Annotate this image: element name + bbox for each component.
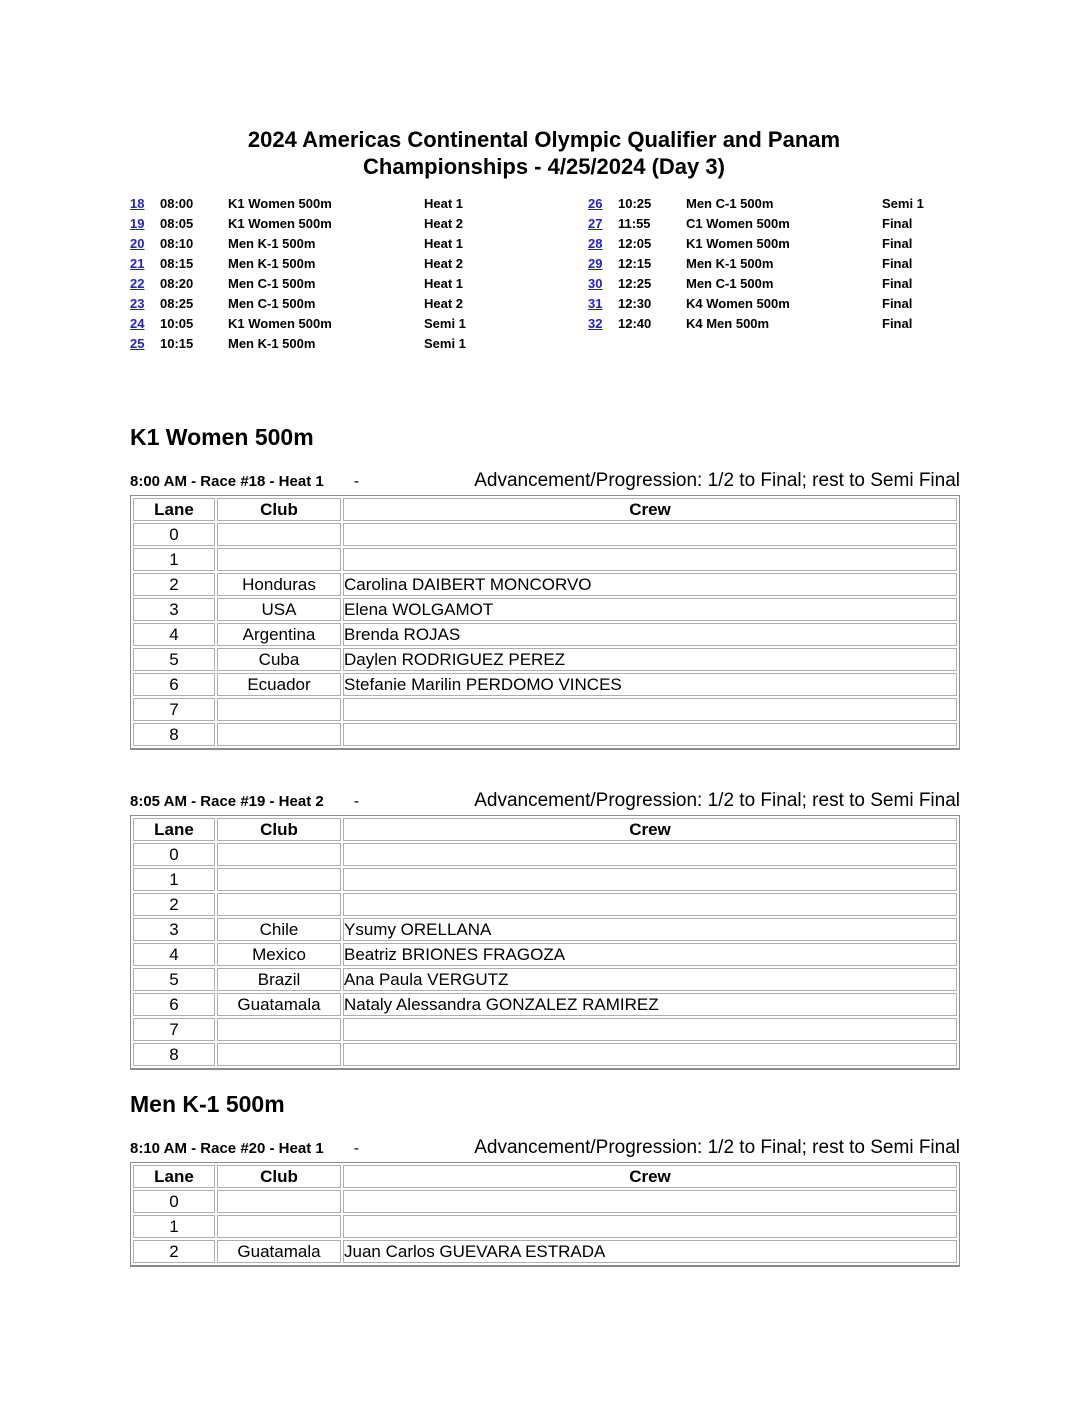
race-stage: Heat 2 [424,256,464,271]
race-number-link[interactable]: 24 [130,316,145,331]
race-stage: Semi 1 [424,316,466,331]
crew-cell [343,868,957,891]
club-cell [217,723,341,746]
race-block [130,470,960,750]
crew-cell: Nataly Alessandra GONZALEZ RAMIREZ [343,993,957,1016]
race-time-heat-label: 8:10 AM - Race #20 - Heat 1 [130,1140,324,1157]
race-number-link[interactable]: 23 [130,296,145,311]
section-heading: Men K-1 500m [130,1091,285,1117]
crew-cell [343,523,957,546]
table-row [133,1240,957,1263]
race-stage: Final [882,256,913,271]
club-cell [217,548,341,571]
race-event: Men K-1 500m [228,336,316,351]
lane-cell: 8 [133,1043,215,1066]
race-block [130,790,960,1070]
schedule-row [588,314,1046,334]
club-cell [217,1215,341,1238]
table-row [133,698,957,721]
race-time: 08:15 [160,256,194,271]
race-number-link[interactable]: 26 [588,196,603,211]
table-row [133,918,957,941]
lane-cell: 8 [133,723,215,746]
race-time: 12:25 [618,276,652,291]
crew-cell: Ana Paula VERGUTZ [343,968,957,991]
schedule-column-right [588,194,1046,354]
table-row [133,1043,957,1066]
lane-cell: 6 [133,993,215,1016]
table-row [133,523,957,546]
race-table-header-row [133,1165,957,1188]
club-cell: Chile [217,918,341,941]
event-section [130,423,960,1070]
crew-cell [343,698,957,721]
race-header [130,790,960,812]
race-block [130,1137,960,1267]
lane-cell: 3 [133,598,215,621]
race-event: Men C-1 500m [228,296,316,311]
crew-cell: Daylen RODRIGUEZ PEREZ [343,648,957,671]
club-cell: Guatamala [217,993,341,1016]
table-row [133,843,957,866]
schedule-list [130,194,1088,354]
schedule-row [588,254,1046,274]
race-number-link[interactable]: 28 [588,236,603,251]
race-separator: - [353,1140,360,1157]
document-title [0,0,1088,180]
race-time: 10:05 [160,316,194,331]
schedule-row [130,274,588,294]
crew-cell [343,893,957,916]
table-row [133,993,957,1016]
race-stage: Heat 2 [424,216,464,231]
race-advancement-text: Advancement/Progression: 1/2 to Final; rest to Semi Final [474,1137,960,1158]
race-stage: Heat 2 [424,296,464,311]
race-number-link[interactable]: 29 [588,256,603,271]
race-table-header-row [133,818,957,841]
race-stage: Final [882,216,913,231]
race-event: C1 Women 500m [686,216,790,231]
race-time: 08:05 [160,216,194,231]
club-cell [217,1043,341,1066]
schedule-row [588,274,1046,294]
club-cell: USA [217,598,341,621]
table-row [133,548,957,571]
sections [130,423,960,1267]
race-stage: Heat 1 [424,196,464,211]
race-time: 12:05 [618,236,652,251]
race-event: Men K-1 500m [228,256,316,271]
club-cell: Mexico [217,943,341,966]
lane-cell: 3 [133,918,215,941]
crew-cell: Ysumy ORELLANA [343,918,957,941]
crew-column-header: Crew [343,818,957,841]
club-cell [217,1018,341,1041]
race-stage: Final [882,276,913,291]
schedule-row [130,314,588,334]
crew-cell: Carolina DAIBERT MONCORVO [343,573,957,596]
club-column-header: Club [217,498,341,521]
table-row [133,573,957,596]
club-column-header: Club [217,818,341,841]
lane-cell: 0 [133,523,215,546]
race-event: Men C-1 500m [686,196,774,211]
race-stage: Final [882,316,913,331]
race-separator: - [353,473,360,490]
race-time: 08:00 [160,196,194,211]
lane-cell: 4 [133,623,215,646]
club-cell: Honduras [217,573,341,596]
race-time: 08:10 [160,236,194,251]
club-cell: Guatamala [217,1240,341,1263]
table-row [133,1215,957,1238]
race-table [130,495,960,750]
race-advancement-text: Advancement/Progression: 1/2 to Final; rest to Semi Final [474,470,960,491]
race-event: K1 Women 500m [228,196,332,211]
crew-column-header: Crew [343,1165,957,1188]
race-stage: Heat 1 [424,276,464,291]
title-line-2: Championships - 4/25/2024 (Day 3) [363,154,725,179]
race-stage: Final [882,296,913,311]
club-cell [217,523,341,546]
race-stage: Semi 1 [882,196,924,211]
club-cell: Argentina [217,623,341,646]
schedule-row [588,294,1046,314]
race-event: Men K-1 500m [686,256,774,271]
race-number-link[interactable]: 22 [130,276,145,291]
race-event: Men K-1 500m [228,236,316,251]
crew-cell [343,548,957,571]
lane-cell: 5 [133,648,215,671]
table-row [133,943,957,966]
crew-cell [343,1043,957,1066]
schedule-row [588,194,1046,214]
table-row [133,673,957,696]
race-time: 12:15 [618,256,652,271]
race-number-link[interactable]: 32 [588,316,603,331]
race-event: K1 Women 500m [686,236,790,251]
race-event: Men C-1 500m [228,276,316,291]
race-time: 12:40 [618,316,652,331]
crew-cell: Brenda ROJAS [343,623,957,646]
lane-cell: 4 [133,943,215,966]
race-table [130,815,960,1070]
race-time: 11:55 [618,216,651,231]
race-time: 12:30 [618,296,652,311]
crew-cell: Beatriz BRIONES FRAGOZA [343,943,957,966]
table-row [133,893,957,916]
lane-cell: 6 [133,673,215,696]
race-table [130,1162,960,1267]
club-cell [217,868,341,891]
race-time: 08:25 [160,296,194,311]
schedule-column-left [130,194,588,354]
table-row [133,623,957,646]
crew-cell [343,1018,957,1041]
race-stage: Final [882,236,913,251]
title-line-1: 2024 Americas Continental Olympic Qualifier and Panam [247,127,841,152]
crew-column-header: Crew [343,498,957,521]
section-heading: K1 Women 500m [130,424,314,450]
schedule-row [130,194,588,214]
lane-cell: 0 [133,1190,215,1213]
table-row [133,1018,957,1041]
lane-cell: 1 [133,1215,215,1238]
table-row [133,1190,957,1213]
club-cell: Brazil [217,968,341,991]
table-row [133,723,957,746]
race-time: 10:15 [160,336,194,351]
race-number-link[interactable]: 18 [130,196,145,211]
race-event: K4 Women 500m [686,296,790,311]
schedule-row [130,254,588,274]
crew-cell [343,843,957,866]
schedule-row [130,214,588,234]
lane-cell: 2 [133,1240,215,1263]
race-header [130,470,960,492]
club-cell [217,893,341,916]
race-number-link[interactable]: 19 [130,216,145,231]
race-number-link[interactable]: 21 [130,256,145,271]
lane-cell: 1 [133,868,215,891]
lane-cell: 7 [133,698,215,721]
schedule-row [588,214,1046,234]
lane-column-header: Lane [133,818,215,841]
table-row [133,648,957,671]
club-column-header: Club [217,1165,341,1188]
crew-cell [343,723,957,746]
race-event: Men C-1 500m [686,276,774,291]
schedule-row [130,294,588,314]
race-stage: Heat 1 [424,236,464,251]
lane-cell: 5 [133,968,215,991]
race-advancement-text: Advancement/Progression: 1/2 to Final; rest to Semi Final [474,790,960,811]
race-event: K4 Men 500m [686,316,770,331]
race-event: K1 Women 500m [228,216,332,231]
race-table-header-row [133,498,957,521]
crew-cell: Elena WOLGAMOT [343,598,957,621]
crew-cell: Juan Carlos GUEVARA ESTRADA [343,1240,957,1263]
race-time: 10:25 [618,196,652,211]
club-cell: Ecuador [217,673,341,696]
crew-cell [343,1190,957,1213]
race-separator: - [353,793,360,810]
race-number-link[interactable]: 20 [130,236,145,251]
race-event: K1 Women 500m [228,316,332,331]
lane-cell: 0 [133,843,215,866]
club-cell [217,843,341,866]
crew-cell: Stefanie Marilin PERDOMO VINCES [343,673,957,696]
race-number-link[interactable]: 31 [588,296,603,311]
race-header [130,1137,960,1159]
race-stage: Semi 1 [424,336,466,351]
race-number-link[interactable]: 25 [130,336,145,351]
club-cell: Cuba [217,648,341,671]
schedule-row [588,234,1046,254]
race-time-heat-label: 8:00 AM - Race #18 - Heat 1 [130,473,324,490]
race-time: 08:20 [160,276,194,291]
table-row [133,868,957,891]
lane-cell: 2 [133,573,215,596]
table-row [133,598,957,621]
lane-cell: 7 [133,1018,215,1041]
lane-cell: 1 [133,548,215,571]
table-row [133,968,957,991]
race-time-heat-label: 8:05 AM - Race #19 - Heat 2 [130,793,324,810]
schedule-row [130,334,588,354]
lane-cell: 2 [133,893,215,916]
crew-cell [343,1215,957,1238]
schedule-row [130,234,588,254]
race-number-link[interactable]: 30 [588,276,603,291]
event-section [130,1090,960,1267]
lane-column-header: Lane [133,498,215,521]
club-cell [217,1190,341,1213]
club-cell [217,698,341,721]
race-number-link[interactable]: 27 [588,216,603,231]
lane-column-header: Lane [133,1165,215,1188]
